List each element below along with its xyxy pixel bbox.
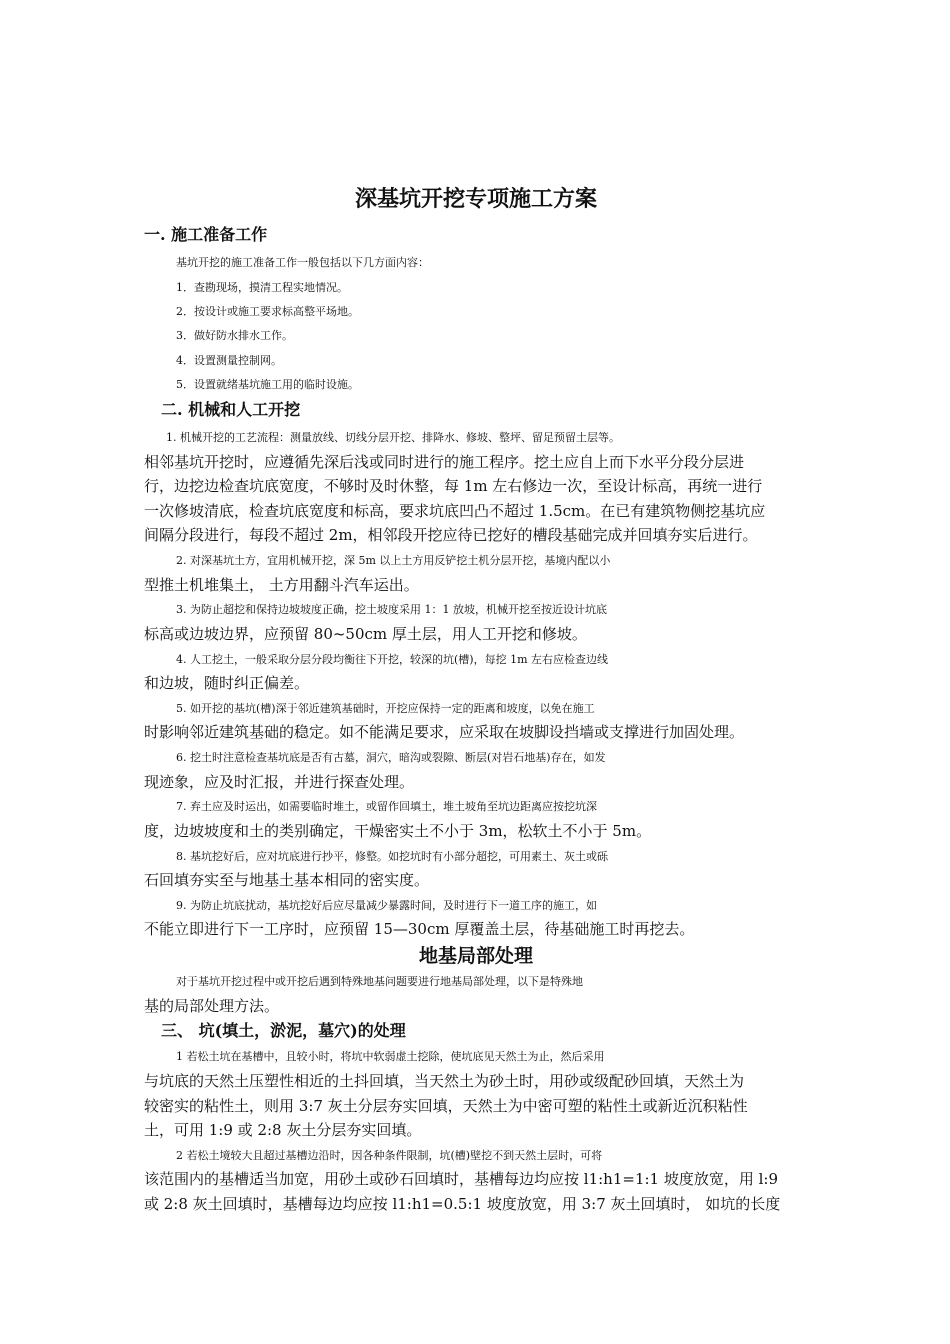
paragraph-line: 和边坡，随时纠正偏差。	[144, 674, 310, 692]
paragraph-line: 1. 机械开挖的工艺流程：测量放线、切线分层开挖、排降水、修坡、整坪、留足预留土层等。	[166, 431, 620, 444]
section2-heading: 二. 机械和人工开挖	[161, 400, 301, 419]
paragraph-line: 2. 对深基坑土方，宜用机械开挖，深 5m 以上土方用反铲挖土机分层开挖，基境内配以小	[176, 554, 611, 567]
paragraph-line: 9. 为防止坑底扰动，基坑挖好后应尽量减少暴露时间，及时进行下一道工序的施工，如	[176, 899, 597, 912]
subsection-heading: 地基局部处理	[418, 945, 533, 967]
paragraph-line: 石回填夯实至与地基土基本相同的密实度。	[144, 871, 430, 889]
paragraph-line: 行，边挖边检查坑底宽度，不够时及时休整，每 1m 左右修边一次，至设计标高，再统一进行	[144, 477, 763, 495]
paragraph-line: 一次修坡清底，检查坑底宽度和标高，要求坑底凹凸不超过 1.5cm。在已有建筑物侧挖基坑应	[144, 502, 766, 520]
paragraph-line: 4. 人工挖土，一般采取分层分段均衡往下开挖，较深的坑(槽)，每挖 1m 左右应检查边线	[176, 653, 608, 666]
list-item: 2．按设计或施工要求标高整平场地。	[176, 305, 359, 318]
list-item: 4．设置测量控制网。	[176, 354, 282, 367]
paragraph-line: 3. 为防止超挖和保持边坡坡度正确，挖土坡度采用 1：1 放坡，机械开挖至按近设计坑底	[176, 603, 607, 616]
paragraph-line: 5. 如开挖的基坑(槽)深于邻近建筑基础时，开挖应保持一定的距离和坡度，以免在施工	[176, 702, 595, 715]
paragraph-line: 较密实的粘性土，则用 3:7 灰土分层夯实回填，天然土为中密可塑的粘性土或新近沉积粘性	[144, 1097, 748, 1115]
document-title: 深基坑开挖专项施工方案	[354, 186, 597, 212]
paragraph-line: 度，边坡坡度和土的类别确定，干燥密实土不小于 3m，松软土不小于 5m。	[144, 822, 652, 840]
paragraph-line: 与坑底的天然土压塑性相近的土抖回填，当天然土为砂土时，用砂或级配砂回填，天然土为	[144, 1072, 745, 1090]
paragraph-line: 土，可用 1:9 或 2:8 灰土分层夯实回填。	[144, 1121, 422, 1139]
section1-heading: 一. 施工准备工作	[144, 225, 268, 244]
section1-intro: 基坑开挖的施工准备工作一般包括以下几方面内容：	[176, 256, 429, 269]
paragraph-line: 对于基坑开挖过程中或开挖后遇到特殊地基问题要进行地基局部处理，以下是特殊地	[176, 975, 583, 988]
paragraph-line: 型推土机堆集土， 土方用翻斗汽车运出。	[144, 576, 419, 594]
list-item: 5．设置就绪基坑施工用的临时设施。	[176, 378, 359, 391]
section3-heading: 三、 坑(填土，淤泥，墓穴)的处理	[161, 1021, 406, 1040]
paragraph-line: 相邻基坑开挖时，应遵循先深后浅或同时进行的施工程序。挖土应自上而下水平分段分层进	[144, 453, 745, 471]
paragraph-line: 时影响邻近建筑基础的稳定。如不能满足要求，应采取在坡脚设挡墙或支撑进行加固处理。	[144, 723, 745, 741]
paragraph-line: 基的局部处理方法。	[144, 997, 280, 1015]
paragraph-line: 现迹象，应及时汇报，并进行探查处理。	[144, 773, 415, 791]
paragraph-line: 不能立即进行下一工序时，应预留 15—30cm 厚覆盖土层，待基础施工时再挖去。	[144, 920, 695, 938]
paragraph-line: 标高或边坡边界，应预留 80~50cm 厚土层，用人工开挖和修坡。	[144, 625, 587, 643]
paragraph-line: 8. 基坑挖好后，应对坑底进行抄平，修整。如挖坑时有小部分超挖，可用素土、灰土或砾	[176, 850, 608, 863]
paragraph-line: 或 2:8 灰土回填时，基槽每边均应按 l1:h1=0.5:1 坡度放宽，用 3:7 灰土回填时， 如坑的长度	[144, 1195, 781, 1213]
paragraph-line: 7. 弃土应及时运出，如需要临时堆土，或留作回填土，堆土坡角至坑边距离应按挖坑深	[176, 800, 597, 813]
list-item: 1．查勘现场，摸清工程实地情况。	[176, 281, 348, 294]
paragraph-line: 6. 挖土时注意检查基坑底是否有古墓，洞穴，暗沟或裂隙、断层(对岩石地基)存在，如发	[176, 751, 606, 764]
list-item: 3．做好防水排水工作。	[176, 329, 293, 342]
paragraph-line: 1 若松土坑在基槽中，且较小时，将坑中软弱虚土挖除，使坑底见天然土为止，然后采用	[176, 1050, 605, 1063]
paragraph-line: 2 若松土境较大且超过基槽边沿时，因各种条件限制，坑(槽)壁挖不到天然土层时，可将	[176, 1149, 603, 1162]
paragraph-line: 间隔分段进行，每段不超过 2m，相邻段开挖应待已挖好的槽段基础完成并回填夯实后进行。	[144, 526, 758, 544]
paragraph-line: 该范围内的基槽适当加宽，用砂土或砂石回填时，基槽每边均应按 l1:h1=1:1 坡度放宽，用 l:9	[144, 1170, 779, 1188]
